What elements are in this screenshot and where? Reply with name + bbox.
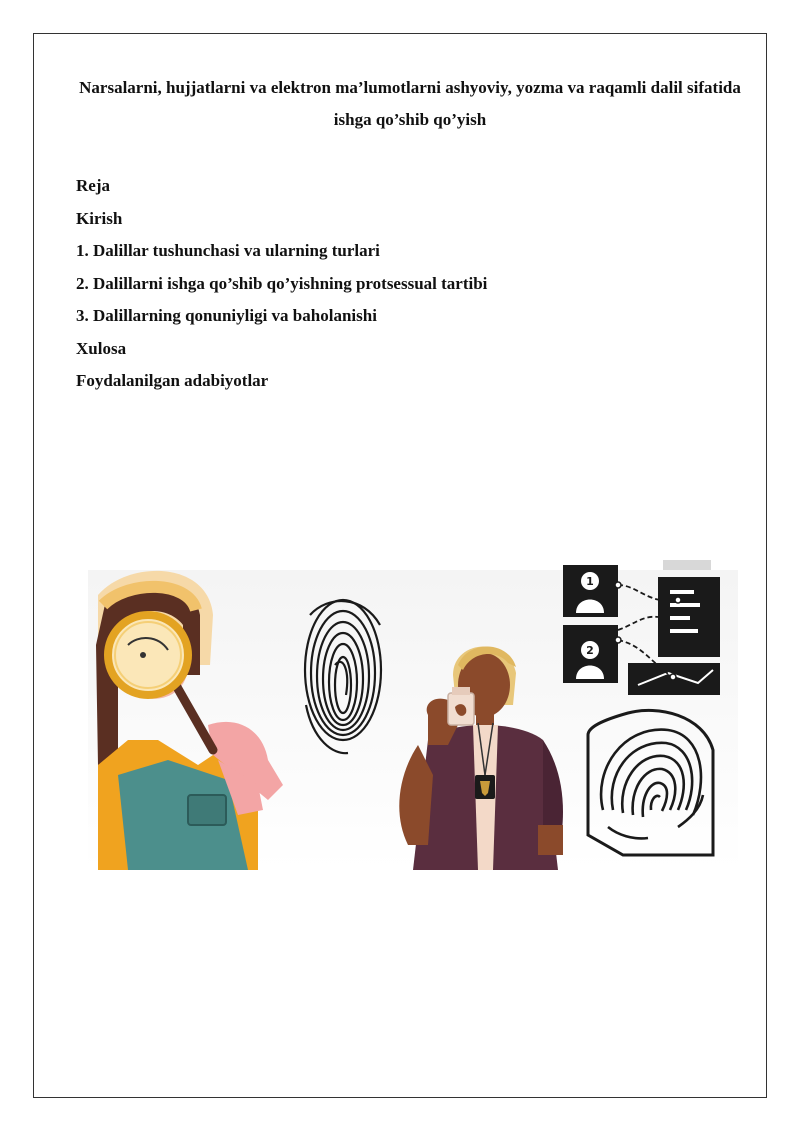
badge-number-2: 2	[586, 644, 594, 657]
outline-item-adabiyotlar: Foydalanilgan adabiyotlar	[76, 371, 269, 390]
badge-number-1: 1	[586, 575, 594, 588]
outline-heading-reja: Reja	[76, 176, 110, 195]
outline-list	[76, 170, 487, 398]
evidence-illustration	[88, 555, 738, 870]
outline-item-2: 2. Dalillarni ishga qo’shib qo’yishning protsessual tartibi	[76, 273, 488, 293]
outline-item-kirish: Kirish	[76, 208, 123, 228]
outline-item-1: 1. Dalillar tushunchasi va ularning turlari	[76, 241, 380, 260]
outline-item-xulosa: Xulosa	[76, 338, 127, 358]
document-title: Narsalarni, hujjatlarni va elektron ma’lumotlarni ashyoviy, yozma va raqamli dalil sifatida ishga qo’shib qo’yish	[79, 78, 741, 129]
outline-item-3: 3. Dalillarning qonuniyligi va baholanishi	[76, 306, 377, 325]
